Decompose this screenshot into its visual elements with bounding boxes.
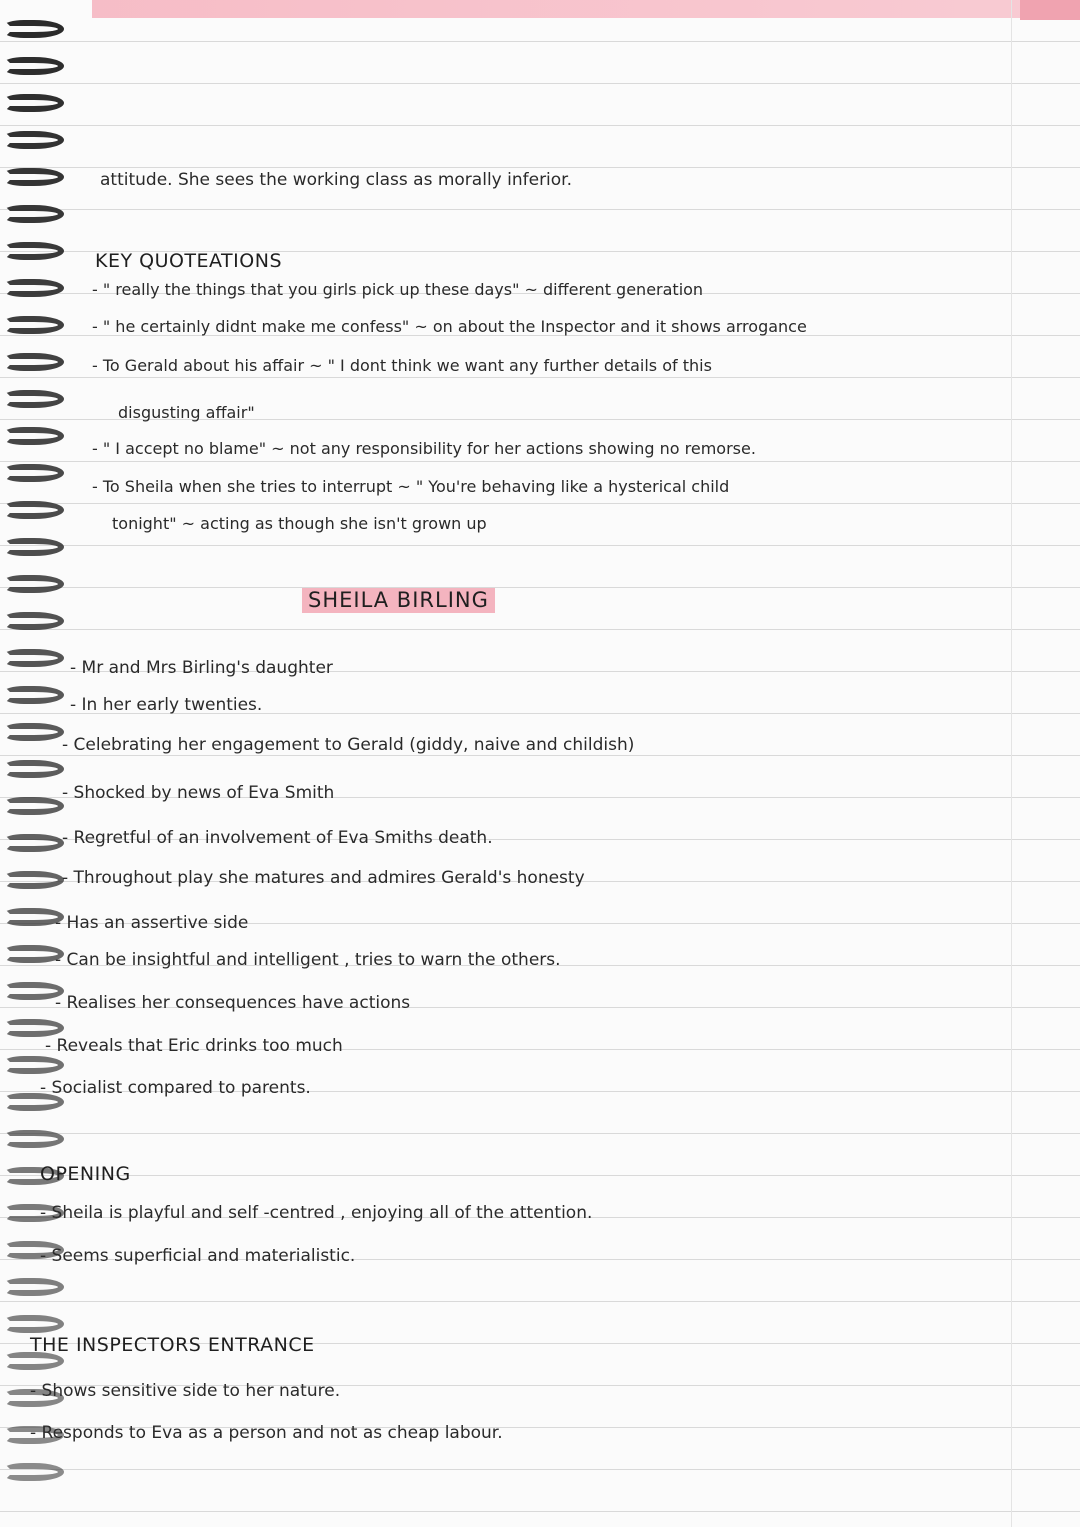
intro-line: attitude. She sees the working class as morally inferior. [100, 170, 573, 190]
spiral-coil [4, 316, 64, 334]
sheila-heading: SHEILA BIRLING [302, 588, 495, 613]
sheila-point: - Celebrating her engagement to Gerald (giddy, naive and childish) [62, 735, 635, 755]
spiral-binding [0, 20, 70, 1520]
spiral-coil [4, 464, 64, 482]
spiral-coil [4, 1315, 64, 1333]
spiral-coil [4, 57, 64, 75]
quote-line: disgusting affair" [118, 403, 255, 422]
spiral-coil [4, 390, 64, 408]
sheila-point: - In her early twenties. [70, 695, 263, 715]
spiral-coil [4, 427, 64, 445]
quote-line: - " I accept no blame" ~ not any responsibility for her actions showing no remorse. [92, 439, 756, 458]
quote-line: - " he certainly didnt make me confess" ~ on about the Inspector and it shows arrogance [92, 317, 807, 336]
spiral-coil [4, 834, 64, 852]
sheila-point: - Mr and Mrs Birling's daughter [70, 658, 333, 678]
sheila-point: - Regretful of an involvement of Eva Smiths death. [62, 828, 493, 848]
sheila-point: - Reveals that Eric drinks too much [45, 1036, 343, 1056]
spiral-coil [4, 1056, 64, 1074]
opening-point: - Sheila is playful and self -centred , enjoying all of the attention. [40, 1203, 593, 1223]
spiral-coil [4, 279, 64, 297]
quote-line: - To Gerald about his affair ~ " I dont think we want any further details of this [92, 356, 712, 375]
quote-line: tonight" ~ acting as though she isn't grown up [112, 514, 487, 533]
sheila-point: - Realises her consequences have actions [55, 993, 411, 1013]
sheila-point: - Socialist compared to parents. [40, 1078, 311, 1098]
spiral-coil [4, 94, 64, 112]
quote-line: - " really the things that you girls pick up these days" ~ different generation [92, 280, 704, 299]
opening-heading: OPENING [40, 1163, 131, 1185]
inspector-point: - Responds to Eva as a person and not as cheap labour. [30, 1423, 503, 1443]
spiral-coil [4, 353, 64, 371]
quote-line: - To Sheila when she tries to interrupt ~ " You're behaving like a hysterical child [92, 477, 730, 496]
spiral-coil [4, 538, 64, 556]
inspector-point: - Shows sensitive side to her nature. [30, 1381, 341, 1401]
sheila-point: - Can be insightful and intelligent , tries to warn the others. [55, 950, 561, 970]
spiral-coil [4, 649, 64, 667]
spiral-coil [4, 686, 64, 704]
spiral-coil [4, 168, 64, 186]
spiral-coil [4, 723, 64, 741]
pink-tab [1020, 0, 1080, 20]
spiral-coil [4, 205, 64, 223]
spiral-coil [4, 871, 64, 889]
sheila-point: - Shocked by news of Eva Smith [62, 783, 335, 803]
spiral-coil [4, 1278, 64, 1296]
spiral-coil [4, 501, 64, 519]
margin-line [1011, 0, 1012, 1527]
spiral-coil [4, 131, 64, 149]
sheila-point: - Has an assertive side [55, 913, 249, 933]
sheila-point: - Throughout play she matures and admires Gerald's honesty [62, 868, 585, 888]
opening-point: - Seems superficial and materialistic. [40, 1246, 356, 1266]
inspector-heading: THE INSPECTORS ENTRANCE [30, 1334, 315, 1356]
spiral-coil [4, 1130, 64, 1148]
spiral-coil [4, 612, 64, 630]
spiral-coil [4, 242, 64, 260]
spiral-coil [4, 575, 64, 593]
pink-page-edge [92, 0, 1080, 18]
spiral-coil [4, 760, 64, 778]
spiral-coil [4, 20, 64, 38]
key-quotes-heading: KEY QUOTEATIONS [95, 250, 282, 272]
spiral-coil [4, 1463, 64, 1481]
spiral-coil [4, 1019, 64, 1037]
spiral-coil [4, 797, 64, 815]
